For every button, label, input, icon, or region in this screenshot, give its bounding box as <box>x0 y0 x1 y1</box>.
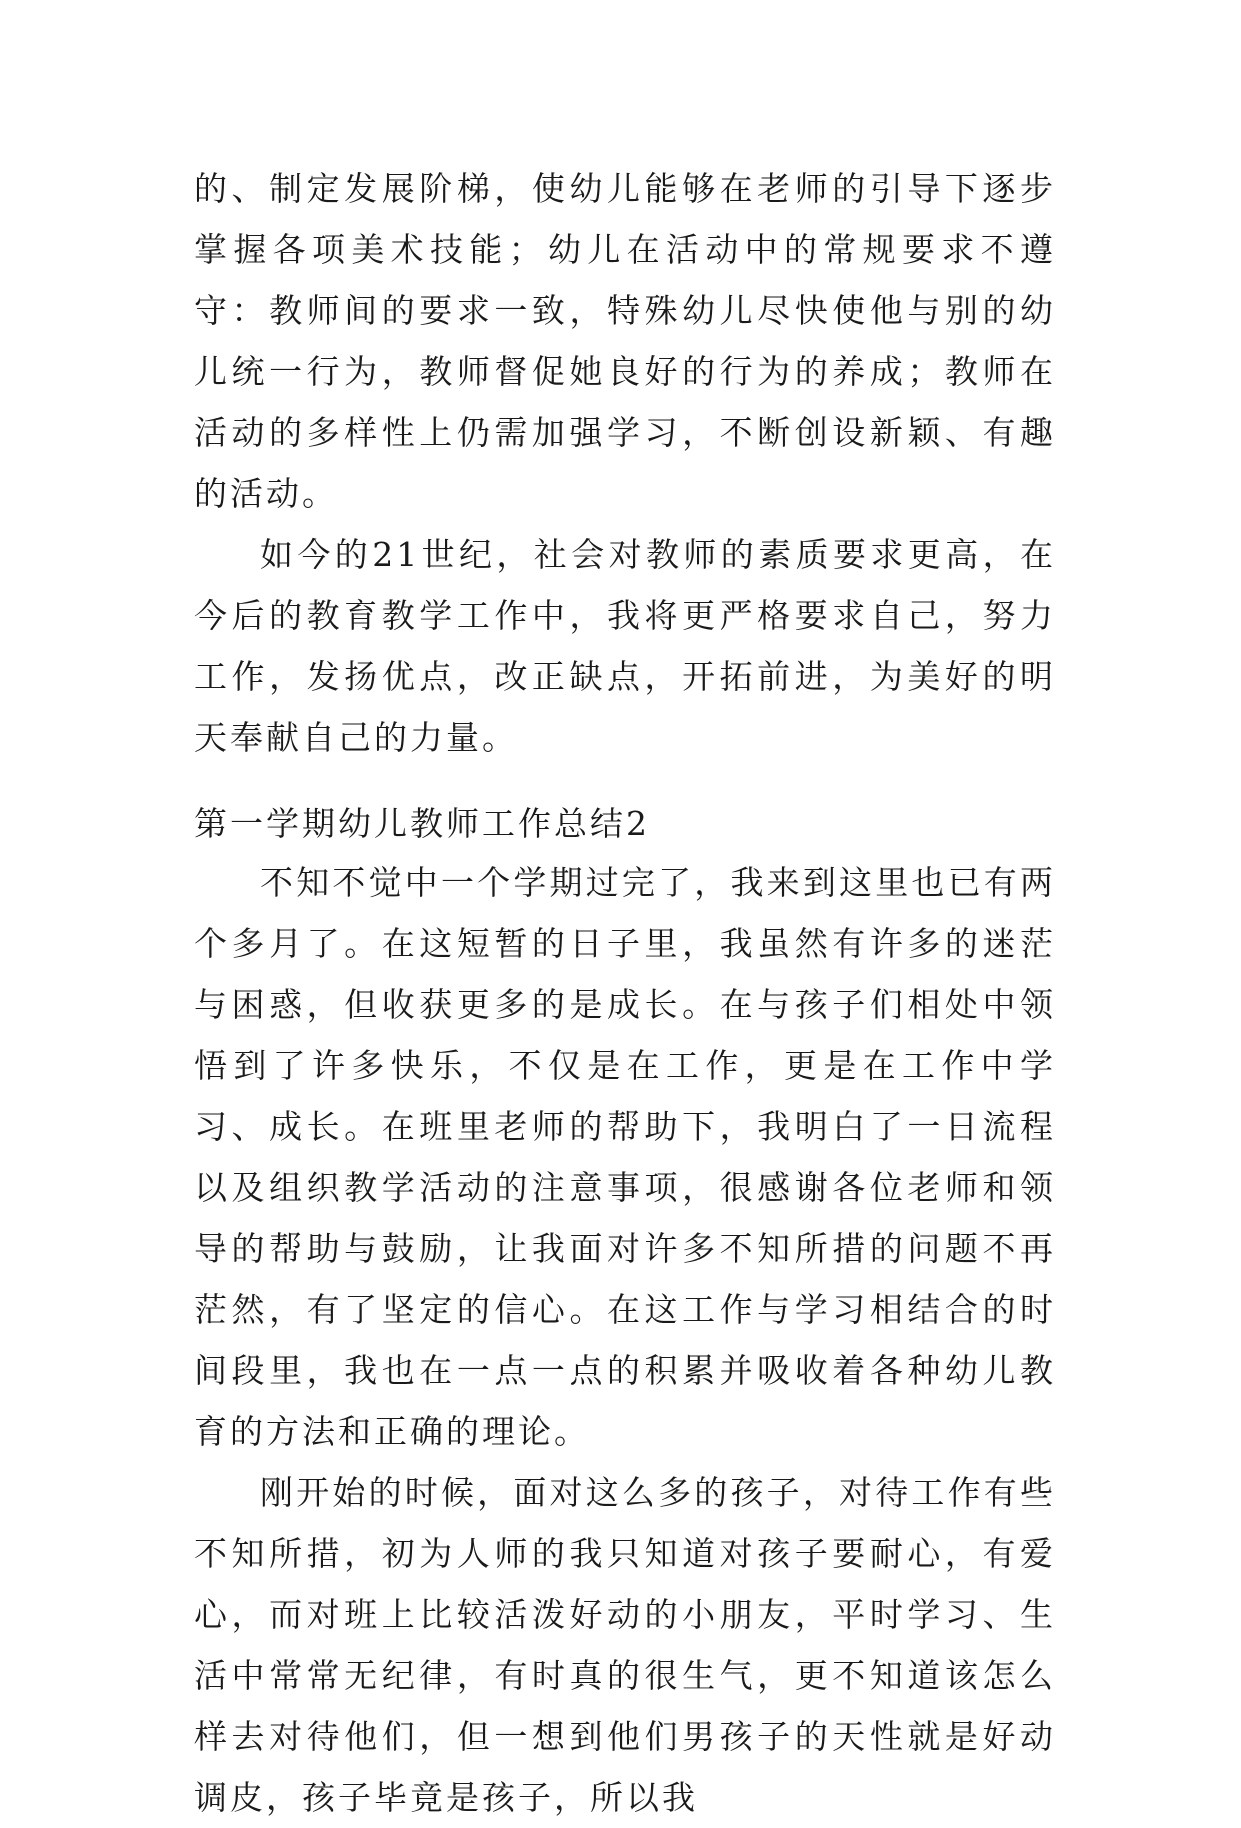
section-title: 第一学期幼儿教师工作总结2 <box>194 804 650 843</box>
paragraph-intro: 不知不觉中一个学期过完了，我来到这里也已有两个多月了。在这短暂的日子里，我虽然有许多的迷茫与困惑，但收获更多的是成长。在与孩子们相处中领悟到了许多快乐，不仅是在工作，更是在工作中学习、成长。在班里老师的帮助下，我明白了一日流程以及组织教学活动的注意事项，很感谢各位老师和领导的帮助与鼓励，让我面对许多不知所措的问题不再茫然，有了坚定的信心。在这工作与学习相结合的时间段里，我也在一点一点的积累并吸收着各种幼儿教育的方法和正确的理论。 <box>194 863 1056 1451</box>
paragraph-conclusion: 如今的21世纪，社会对教师的素质要求更高，在今后的教育教学工作中，我将更严格要求自己，努力工作，发扬优点，改正缺点，开拓前进，为美好的明天奉献自己的力量。 <box>194 535 1056 757</box>
paragraph-continued: 的、制定发展阶梯，使幼儿能够在老师的引导下逐步掌握各项美术技能；幼儿在活动中的常规要求不遵守：教师间的要求一致，特殊幼儿尽快使他与别的幼儿统一行为，教师督促她良好的行为的养成；教师在活动的多样性上仍需加强学习，不断创设新颖、有趣的活动。 <box>194 169 1056 513</box>
paragraph-beginning: 刚开始的时候，面对这么多的孩子，对待工作有些不知所措，初为人师的我只知道对孩子要耐心，有爱心，而对班上比较活泼好动的小朋友，平时学习、生活中常常无纪律，有时真的很生气，更不知道该怎么样去对待他们，但一想到他们男孩子的天性就是好动调皮，孩子毕竟是孩子，所以我 <box>194 1473 1056 1817</box>
document-body <box>194 158 1056 1828</box>
